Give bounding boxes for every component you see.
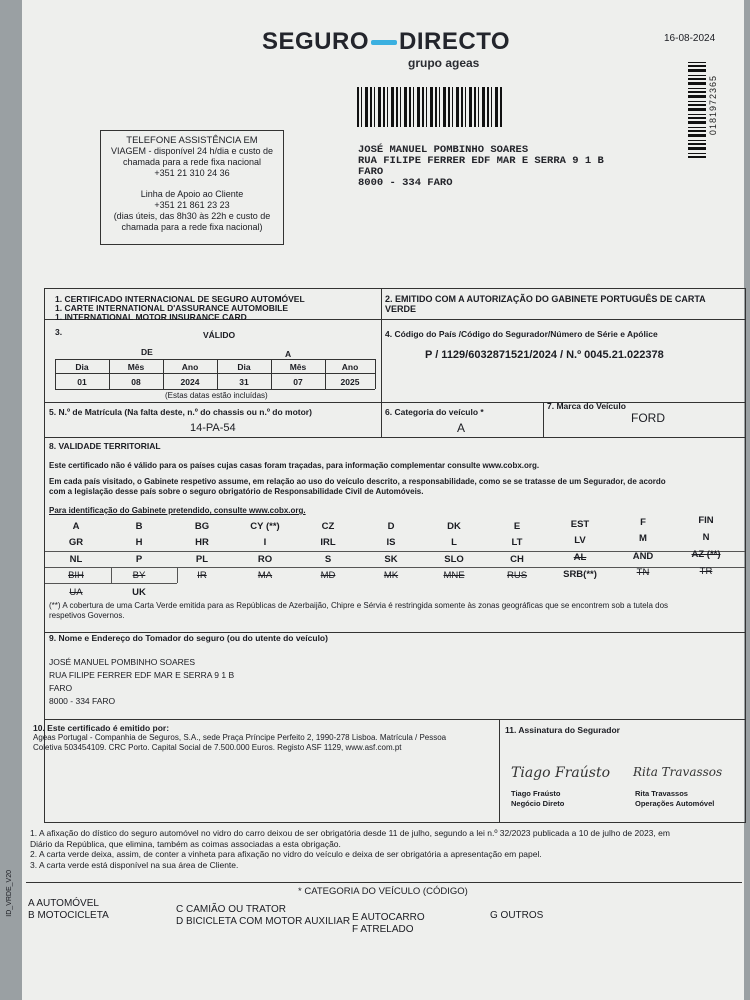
holder-name: JOSÉ MANUEL POMBINHO SOARES xyxy=(49,657,196,667)
header-month-to: Mês xyxy=(289,362,307,372)
note-2: 2. A carta verde deixa, assim, de conter a vinheta para afixação no vidro do veículo e deixa de ser obrigatória a apresentação em papel. xyxy=(30,849,542,859)
validity-label: VÁLIDO xyxy=(203,330,236,340)
country-code-excluded: RUS xyxy=(506,570,528,581)
country-code-excluded: MNE xyxy=(443,570,465,581)
country-code: PL xyxy=(195,554,209,565)
plate-label: 5. N.º de Matrícula (Na falta deste, n.º do chassis ou n.º do motor) xyxy=(49,407,312,417)
country-code-excluded: MD xyxy=(320,570,336,581)
country-code: CH xyxy=(510,554,524,565)
issuer-label: 10. Este certificado é emitido por: xyxy=(33,723,170,733)
recipient-city: FARO xyxy=(358,166,384,178)
country-code: FIN xyxy=(698,515,714,526)
coverage-note: respetivos Governos. xyxy=(49,611,125,620)
card-title-fr: 1. CARTE INTERNATIONAL D'ASSURANCE AUTOMOBILE xyxy=(55,303,289,313)
vertical-barcode-number: 0181972365 xyxy=(708,75,718,136)
country-code: CZ xyxy=(321,521,335,532)
barcode xyxy=(357,87,502,127)
brand-label: 7. Marca do Veículo xyxy=(547,401,626,411)
support-title: Linha de Apoio ao Cliente xyxy=(140,189,244,199)
header-day-to: Dia xyxy=(237,362,251,372)
country-code: B xyxy=(135,521,143,532)
country-code: SRB(**) xyxy=(563,569,597,580)
country-code: I xyxy=(263,537,267,548)
country-code: LV xyxy=(574,535,586,546)
assistance-title: TELEFONE ASSISTÊNCIA EM xyxy=(126,135,258,146)
notes-section xyxy=(30,828,670,870)
country-code-excluded: MA xyxy=(257,570,273,581)
category-b: B MOTOCICLETA xyxy=(28,910,109,921)
country-code: D xyxy=(387,521,395,532)
card-title-en: 1. INTERNATIONAL MOTOR INSURANCE CARD xyxy=(55,312,247,322)
category-a: A AUTOMÓVEL xyxy=(28,898,99,909)
recipient-postal: 8000 - 334 FARO xyxy=(358,177,453,189)
category-title: * CATEGORIA DO VEÍCULO (CÓDIGO) xyxy=(298,886,468,897)
from-label: DE xyxy=(141,347,153,357)
country-code-excluded: AL xyxy=(573,552,587,563)
country-code: HR xyxy=(195,537,209,548)
logo xyxy=(262,28,510,56)
country-code: N xyxy=(702,532,710,543)
country-code: S xyxy=(324,554,332,565)
country-code: SK xyxy=(384,554,398,565)
day-from: 01 xyxy=(77,377,87,387)
signer-role: Operações Automóvel xyxy=(635,799,715,808)
country-code: E xyxy=(513,521,521,532)
header-year-from: Ano xyxy=(181,362,199,372)
territory-text: Em cada país visitado, o Gabinete respetivo assume, em relação ao uso do veículo descrito, a responsabilidade, como se se tratasse de um Segurador, de acordo xyxy=(49,477,666,486)
country-code: IS xyxy=(386,537,396,548)
territory-text: com a legislação desse país sobre o seguro obrigatório de Responsabilidade Civil de Automóveis. xyxy=(49,487,424,496)
country-code: L xyxy=(451,537,457,548)
country-code: AND xyxy=(632,551,654,562)
signature-2: Rita Travassos xyxy=(633,765,723,779)
signer-role: Negócio Direto xyxy=(511,799,565,808)
country-code-excluded: IR xyxy=(197,570,207,581)
support-phone: +351 21 861 23 23 xyxy=(154,200,230,210)
header-day-from: Dia xyxy=(75,362,89,372)
category-f: F ATRELADO xyxy=(352,924,414,935)
country-code: GR xyxy=(68,537,84,548)
holder-postal: 8000 - 334 FARO xyxy=(49,696,116,706)
country-code: CY (**) xyxy=(250,521,280,532)
country-code-excluded: UA xyxy=(69,587,83,598)
territory-text: Para identificação do Gabinete pretendido, consulte www.cobx.org. xyxy=(49,506,306,515)
year-from: 2024 xyxy=(180,377,200,387)
country-code: DK xyxy=(447,521,461,532)
side-code: ID_VRDE_V20 xyxy=(6,870,13,917)
country-code: P xyxy=(135,554,143,565)
country-code: IRL xyxy=(320,537,336,548)
logo-subtitle: grupo ageas xyxy=(408,56,480,70)
country-code: BG xyxy=(194,521,210,532)
dates-note: (Estas datas estão incluídas) xyxy=(165,391,268,400)
vehicle-brand: FORD xyxy=(631,411,665,425)
issued-label: 2. EMITIDO COM A AUTORIZAÇÃO DO GABINETE PORTUGUÊS DE CARTA xyxy=(385,294,706,304)
country-code-excluded: BIH xyxy=(68,570,84,581)
support-line: chamada para a rede fixa nacional) xyxy=(121,222,263,232)
country-code: SLO xyxy=(444,554,464,565)
country-code-excluded: TN xyxy=(636,567,650,578)
issuer-text: Coletiva 503454109. CRC Porto. Capital Social de 7.500.000 Euros. Registo ASF 1129, www.asf.com.pt xyxy=(33,743,402,752)
validity-number: 3. xyxy=(55,327,63,337)
issued-label-cont: VERDE xyxy=(385,304,417,314)
month-to: 07 xyxy=(293,377,303,387)
note-1-cont: Diário da República, que elimina, também as coimas associadas a esta obrigação. xyxy=(30,838,341,849)
recipient-address xyxy=(358,145,604,189)
assistance-phone: +351 21 310 24 36 xyxy=(154,168,230,178)
country-code-excluded: TR xyxy=(699,566,713,577)
policy-code: P / 1129/6032871521/2024 / N.º 0045.21.022378 xyxy=(425,349,664,361)
signer-name: Tiago Fraústo xyxy=(511,789,561,798)
note-1: 1. A afixação do dístico do seguro automóvel no vidro do carro deixou de ser obrigatória desde 11 de julho, segundo a lei n.º 32/2023 publicada a 10 de julho de 2023, em xyxy=(30,828,670,838)
vertical-barcode xyxy=(688,62,706,158)
recipient-name: JOSÉ MANUEL POMBINHO SOARES xyxy=(358,144,529,156)
month-from: 08 xyxy=(131,377,141,387)
note-3: 3. A carta verde está disponível na sua área de Cliente. xyxy=(30,859,239,870)
assistance-line: chamada para a rede fixa nacional xyxy=(122,157,262,167)
recipient-street: RUA FILIPE FERRER EDF MAR E SERRA 9 1 B xyxy=(358,155,604,167)
signer-name: Rita Travassos xyxy=(635,789,688,798)
country-code: RO xyxy=(257,554,273,565)
logo-text-right: DIRECTO xyxy=(399,28,511,55)
country-code-excluded: BY xyxy=(132,570,146,581)
territory-label: 8. VALIDADE TERRITORIAL xyxy=(49,441,161,451)
vehicle-category: A xyxy=(457,421,466,435)
signature-1: Tiago Fraústo xyxy=(511,765,611,781)
country-code-excluded: MK xyxy=(383,570,399,581)
to-label: A xyxy=(285,349,292,359)
category-e: E AUTOCARRO xyxy=(352,912,425,923)
header-month-from: Mês xyxy=(127,362,145,372)
country-code: LT xyxy=(511,537,523,548)
country-code: F xyxy=(640,517,646,528)
category-d: D BICICLETA COM MOTOR AUXILIAR xyxy=(176,916,351,927)
country-code: M xyxy=(639,533,647,544)
logo-text-left: SEGURO xyxy=(262,28,370,55)
holder-street: RUA FILIPE FERRER EDF MAR E SERRA 9 1 B xyxy=(49,670,235,680)
day-to: 31 xyxy=(239,377,249,387)
holder-city: FARO xyxy=(49,683,73,693)
green-card-form xyxy=(33,288,746,823)
holder-label: 9. Nome e Endereço do Tomador do seguro (ou do utente do veículo) xyxy=(49,633,328,643)
category-c: C CAMIÃO OU TRATOR xyxy=(176,904,287,915)
issuer-text: Ageas Portugal - Companhia de Seguros, S.A., sede Praça Príncipe Perfeito 2, 1990-278 Lisboa. Matrícula / Pessoa xyxy=(33,733,447,742)
territory-text: Este certificado não é válido para os países cujas casas foram traçadas, para informação complementar consulte www.cobx.org. xyxy=(49,461,540,470)
code-label: 4. Código do País /Código do Segurador/Número de Série e Apólice xyxy=(385,329,658,339)
assistance-line: VIAGEM - disponível 24 h/dia e custo de xyxy=(110,146,274,156)
plate-number: 14-PA-54 xyxy=(190,422,236,434)
category-divider xyxy=(26,882,742,883)
support-line: (dias úteis, das 8h30 às 22h e custo de xyxy=(113,211,271,221)
country-code: NL xyxy=(69,554,83,565)
country-code: A xyxy=(72,521,80,532)
document-date: 16-08-2024 xyxy=(664,33,716,44)
country-code: UK xyxy=(132,587,146,598)
category-g: G OUTROS xyxy=(490,910,544,921)
header-year-to: Ano xyxy=(341,362,359,372)
year-to: 2025 xyxy=(340,377,360,387)
country-code: EST xyxy=(570,519,590,530)
signature-label: 11. Assinatura do Segurador xyxy=(505,725,620,735)
assistance-box xyxy=(100,130,284,245)
country-code-excluded: AZ (**) xyxy=(691,549,721,560)
card-title: 1. CERTIFICADO INTERNACIONAL DE SEGURO AUTOMÓVEL xyxy=(55,294,305,304)
country-code: H xyxy=(135,537,143,548)
category-label: 6. Categoria do veículo * xyxy=(385,407,484,417)
coverage-note: (**) A cobertura de uma Carta Verde emitida para as Repúblicas de Azerbaijão, Chipre e Sérvia é restringida somente às zonas geográficas que se encontrem sob a tutela dos xyxy=(49,601,669,610)
logo-dash xyxy=(371,40,397,45)
